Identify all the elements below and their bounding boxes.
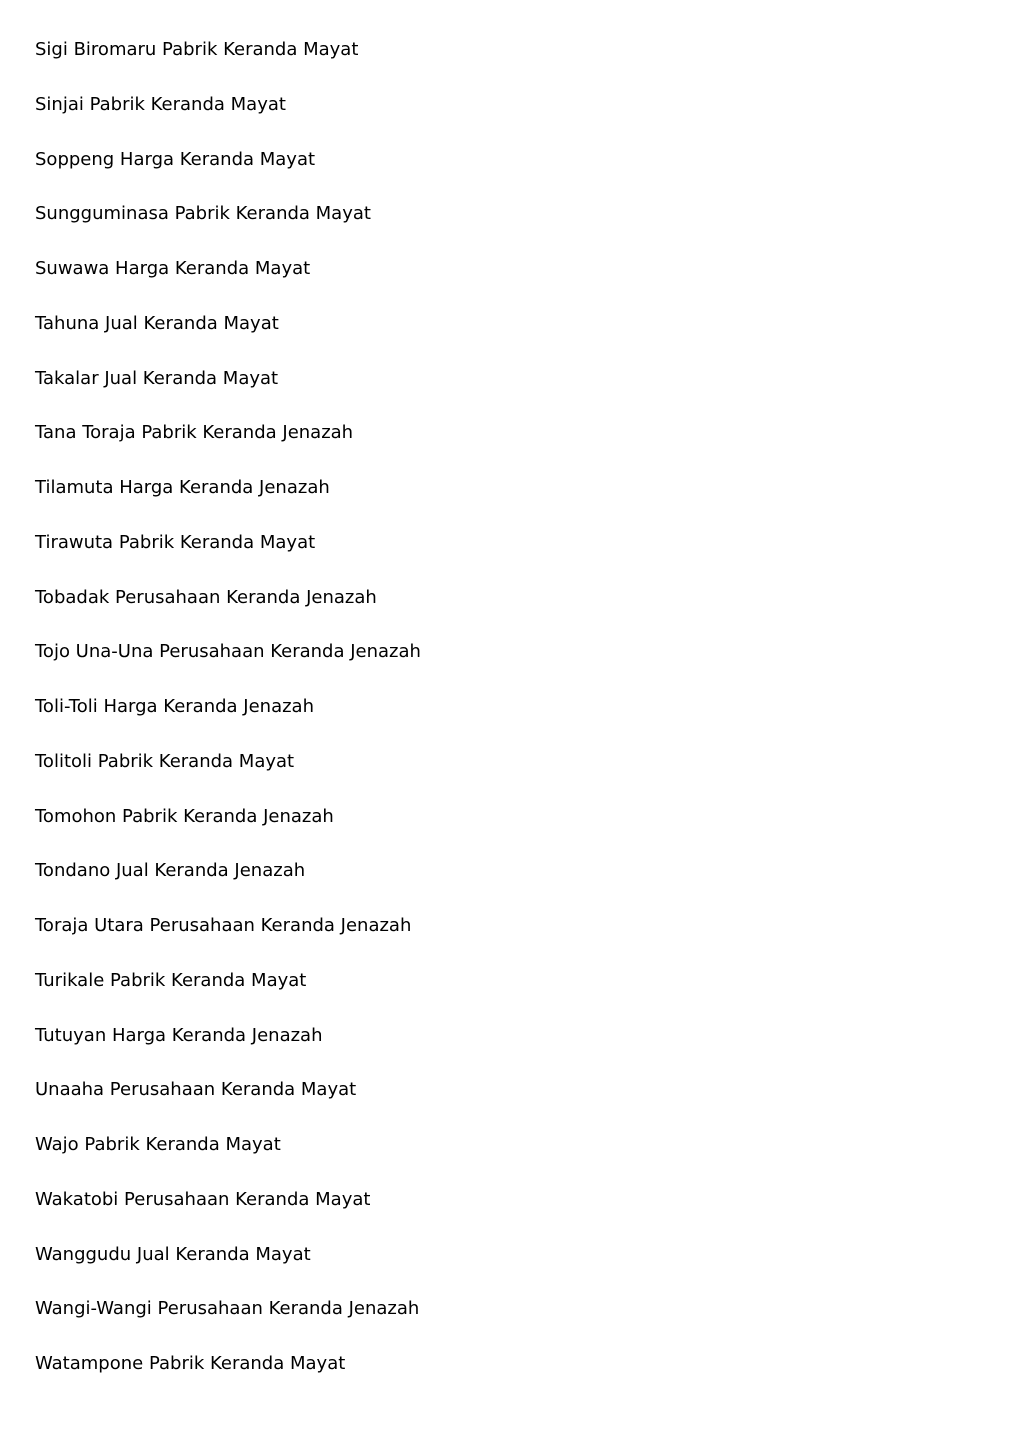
list-item: Tomohon Pabrik Keranda Jenazah	[35, 805, 334, 827]
list-item: Tahuna Jual Keranda Mayat	[35, 312, 279, 334]
list-item: Wanggudu Jual Keranda Mayat	[35, 1243, 311, 1265]
list-item: Takalar Jual Keranda Mayat	[35, 367, 279, 389]
list-item: Soppeng Harga Keranda Mayat	[35, 148, 316, 170]
list-item: Tutuyan Harga Keranda Jenazah	[35, 1024, 323, 1046]
list-item: Wangi-Wangi Perusahaan Keranda Jenazah	[35, 1298, 420, 1320]
list-item: Turikale Pabrik Keranda Mayat	[35, 969, 307, 991]
list-item: Tirawuta Pabrik Keranda Mayat	[35, 531, 316, 553]
list-item: Wakatobi Perusahaan Keranda Mayat	[35, 1188, 371, 1210]
list-item: Sinjai Pabrik Keranda Mayat	[35, 93, 286, 115]
list-item: Tilamuta Harga Keranda Jenazah	[35, 477, 330, 498]
list-item: Unaaha Perusahaan Keranda Mayat	[35, 1079, 357, 1101]
list-item: Toli-Toli Harga Keranda Jenazah	[35, 696, 314, 717]
list-item: Sigi Biromaru Pabrik Keranda Mayat	[35, 39, 359, 60]
entry-list	[35, 36, 975, 1405]
list-item: Watampone Pabrik Keranda Mayat	[35, 1353, 346, 1374]
list-item: Tana Toraja Pabrik Keranda Jenazah	[35, 422, 354, 444]
list-item: Tobadak Perusahaan Keranda Jenazah	[35, 586, 377, 608]
list-item: Toraja Utara Perusahaan Keranda Jenazah	[35, 915, 412, 936]
list-item: Sungguminasa Pabrik Keranda Mayat	[35, 203, 371, 225]
list-item: Wajo Pabrik Keranda Mayat	[35, 1134, 281, 1155]
list-item: Suwawa Harga Keranda Mayat	[35, 258, 311, 279]
list-item: Tondano Jual Keranda Jenazah	[35, 860, 306, 882]
list-item: Tolitoli Pabrik Keranda Mayat	[35, 750, 295, 772]
list-item: Tojo Una-Una Perusahaan Keranda Jenazah	[35, 641, 421, 663]
